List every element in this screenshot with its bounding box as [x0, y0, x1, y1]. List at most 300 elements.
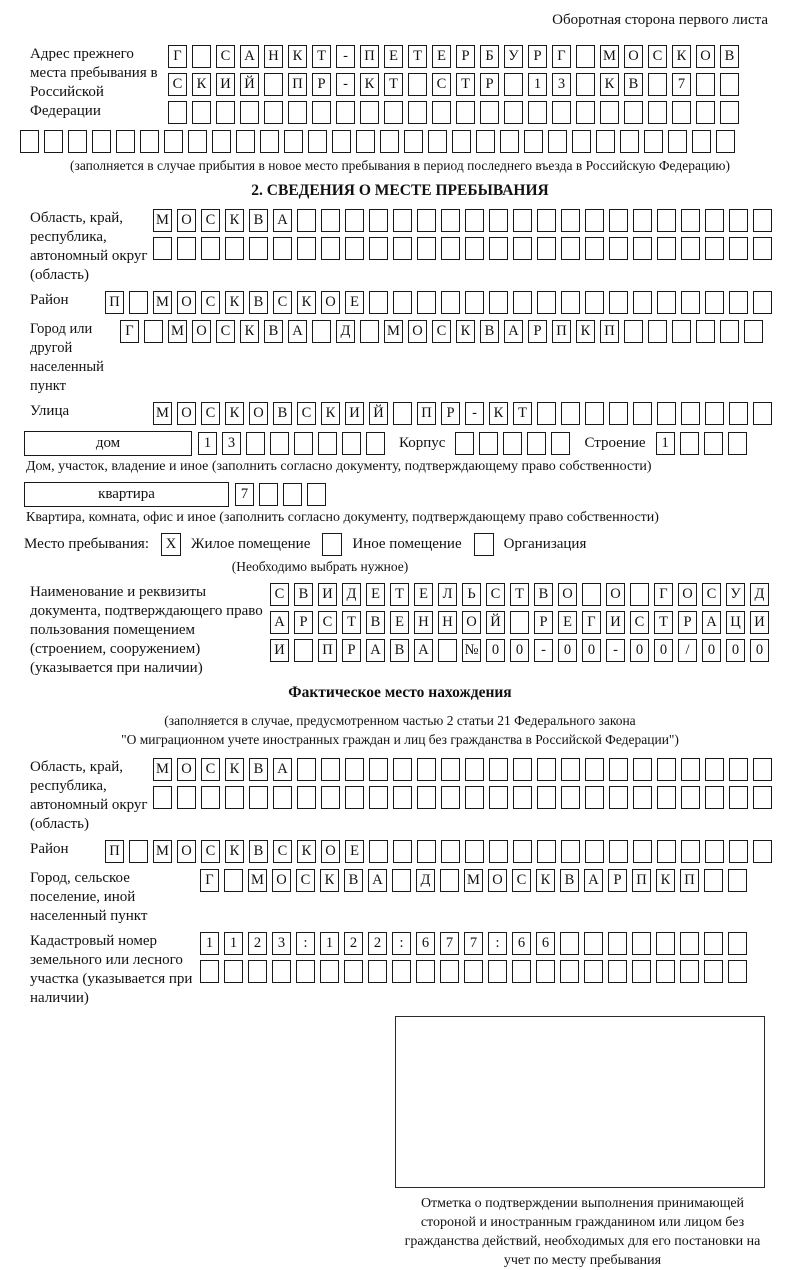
char-cell[interactable]: М: [153, 209, 172, 232]
char-cell[interactable]: [705, 402, 724, 425]
char-cell[interactable]: [164, 130, 183, 153]
char-cell[interactable]: Р: [294, 611, 313, 634]
char-cell[interactable]: [527, 432, 546, 455]
char-cell[interactable]: [417, 758, 436, 781]
char-cell[interactable]: [753, 840, 772, 863]
char-cell[interactable]: [630, 583, 649, 606]
char-cell[interactable]: [440, 960, 459, 983]
char-cell[interactable]: В: [249, 758, 268, 781]
char-cell[interactable]: [441, 237, 460, 260]
char-cell[interactable]: 6: [416, 932, 435, 955]
char-cell[interactable]: :: [488, 932, 507, 955]
char-cell[interactable]: Т: [384, 73, 403, 96]
char-cell[interactable]: [336, 101, 355, 124]
char-cell[interactable]: Д: [342, 583, 361, 606]
char-cell[interactable]: [705, 291, 724, 314]
char-cell[interactable]: [585, 209, 604, 232]
char-cell[interactable]: [68, 130, 87, 153]
char-cell[interactable]: О: [177, 291, 196, 314]
char-cell[interactable]: С: [201, 758, 220, 781]
char-cell[interactable]: [224, 869, 243, 892]
char-cell[interactable]: [294, 432, 313, 455]
char-cell[interactable]: А: [504, 320, 523, 343]
char-cell[interactable]: К: [489, 402, 508, 425]
char-cell[interactable]: С: [216, 320, 235, 343]
char-cell[interactable]: И: [270, 639, 289, 662]
char-cell[interactable]: [393, 786, 412, 809]
char-cell[interactable]: [307, 483, 326, 506]
char-cell[interactable]: В: [560, 869, 579, 892]
char-cell[interactable]: [585, 840, 604, 863]
char-cell[interactable]: К: [320, 869, 339, 892]
char-cell[interactable]: [192, 45, 211, 68]
char-cell[interactable]: 2: [344, 932, 363, 955]
char-cell[interactable]: [633, 758, 652, 781]
char-cell[interactable]: [441, 786, 460, 809]
char-cell[interactable]: К: [456, 320, 475, 343]
char-cell[interactable]: Р: [441, 402, 460, 425]
char-cell[interactable]: Й: [240, 73, 259, 96]
char-cell[interactable]: [680, 432, 699, 455]
char-cell[interactable]: Р: [456, 45, 475, 68]
char-cell[interactable]: Г: [552, 45, 571, 68]
char-cell[interactable]: К: [360, 73, 379, 96]
char-cell[interactable]: -: [606, 639, 625, 662]
char-cell[interactable]: 1: [200, 932, 219, 955]
char-cell[interactable]: [572, 130, 591, 153]
char-cell[interactable]: [609, 402, 628, 425]
char-cell[interactable]: [624, 320, 643, 343]
char-cell[interactable]: С: [702, 583, 721, 606]
char-cell[interactable]: [696, 101, 715, 124]
char-cell[interactable]: [438, 639, 457, 662]
char-cell[interactable]: П: [360, 45, 379, 68]
char-cell[interactable]: [537, 402, 556, 425]
char-cell[interactable]: 0: [486, 639, 505, 662]
char-cell[interactable]: [369, 758, 388, 781]
char-cell[interactable]: [465, 758, 484, 781]
char-cell[interactable]: [513, 291, 532, 314]
char-cell[interactable]: [620, 130, 639, 153]
char-cell[interactable]: Т: [312, 45, 331, 68]
char-cell[interactable]: [384, 101, 403, 124]
char-cell[interactable]: -: [534, 639, 553, 662]
char-cell[interactable]: [681, 840, 700, 863]
char-cell[interactable]: П: [105, 291, 124, 314]
char-cell[interactable]: [608, 932, 627, 955]
char-cell[interactable]: Е: [414, 583, 433, 606]
char-cell[interactable]: О: [192, 320, 211, 343]
char-cell[interactable]: [392, 960, 411, 983]
char-cell[interactable]: М: [153, 402, 172, 425]
char-cell[interactable]: К: [225, 402, 244, 425]
char-cell[interactable]: [249, 237, 268, 260]
char-cell[interactable]: С: [216, 45, 235, 68]
char-cell[interactable]: [240, 101, 259, 124]
char-cell[interactable]: [705, 840, 724, 863]
char-cell[interactable]: С: [486, 583, 505, 606]
char-cell[interactable]: [681, 402, 700, 425]
char-cell[interactable]: [296, 960, 315, 983]
char-cell[interactable]: 0: [582, 639, 601, 662]
char-cell[interactable]: :: [392, 932, 411, 955]
char-cell[interactable]: [465, 786, 484, 809]
char-cell[interactable]: [537, 209, 556, 232]
char-cell[interactable]: [537, 291, 556, 314]
char-cell[interactable]: [452, 130, 471, 153]
char-cell[interactable]: [368, 960, 387, 983]
char-cell[interactable]: Р: [678, 611, 697, 634]
char-cell[interactable]: [633, 402, 652, 425]
char-cell[interactable]: В: [249, 840, 268, 863]
char-cell[interactable]: [681, 237, 700, 260]
char-cell[interactable]: Г: [200, 869, 219, 892]
char-cell[interactable]: Й: [369, 402, 388, 425]
char-cell[interactable]: [609, 840, 628, 863]
char-cell[interactable]: В: [480, 320, 499, 343]
char-cell[interactable]: [537, 237, 556, 260]
char-cell[interactable]: В: [366, 611, 385, 634]
char-cell[interactable]: С: [201, 402, 220, 425]
char-cell[interactable]: [342, 432, 361, 455]
char-cell[interactable]: А: [702, 611, 721, 634]
char-cell[interactable]: К: [576, 320, 595, 343]
char-cell[interactable]: [696, 73, 715, 96]
char-cell[interactable]: 1: [198, 432, 217, 455]
char-cell[interactable]: [20, 130, 39, 153]
char-cell[interactable]: К: [600, 73, 619, 96]
char-cell[interactable]: [344, 960, 363, 983]
char-cell[interactable]: [260, 130, 279, 153]
char-cell[interactable]: [489, 209, 508, 232]
char-cell[interactable]: 0: [654, 639, 673, 662]
char-cell[interactable]: О: [177, 840, 196, 863]
char-cell[interactable]: 1: [320, 932, 339, 955]
char-cell[interactable]: [212, 130, 231, 153]
char-cell[interactable]: [729, 786, 748, 809]
char-cell[interactable]: К: [672, 45, 691, 68]
char-cell[interactable]: [656, 932, 675, 955]
char-cell[interactable]: [465, 840, 484, 863]
char-cell[interactable]: [456, 101, 475, 124]
char-cell[interactable]: Е: [558, 611, 577, 634]
char-cell[interactable]: С: [432, 320, 451, 343]
char-cell[interactable]: [656, 960, 675, 983]
char-cell[interactable]: :: [296, 932, 315, 955]
char-cell[interactable]: Т: [408, 45, 427, 68]
char-cell[interactable]: [264, 73, 283, 96]
char-cell[interactable]: 7: [464, 932, 483, 955]
char-cell[interactable]: 3: [222, 432, 241, 455]
char-cell[interactable]: Л: [438, 583, 457, 606]
char-cell[interactable]: 0: [750, 639, 769, 662]
char-cell[interactable]: [246, 432, 265, 455]
char-cell[interactable]: Е: [345, 291, 364, 314]
char-cell[interactable]: [648, 320, 667, 343]
char-cell[interactable]: Т: [342, 611, 361, 634]
char-cell[interactable]: Г: [120, 320, 139, 343]
char-cell[interactable]: М: [600, 45, 619, 68]
char-cell[interactable]: Т: [390, 583, 409, 606]
char-cell[interactable]: [288, 101, 307, 124]
char-cell[interactable]: [360, 101, 379, 124]
char-cell[interactable]: [720, 101, 739, 124]
char-cell[interactable]: [144, 320, 163, 343]
char-cell[interactable]: [500, 130, 519, 153]
char-cell[interactable]: [312, 320, 331, 343]
char-cell[interactable]: [513, 786, 532, 809]
char-cell[interactable]: П: [417, 402, 436, 425]
char-cell[interactable]: [624, 101, 643, 124]
char-cell[interactable]: [92, 130, 111, 153]
char-cell[interactable]: [177, 237, 196, 260]
char-cell[interactable]: 2: [248, 932, 267, 955]
char-cell[interactable]: [321, 786, 340, 809]
char-cell[interactable]: А: [273, 209, 292, 232]
char-cell[interactable]: В: [720, 45, 739, 68]
char-cell[interactable]: [393, 402, 412, 425]
char-cell[interactable]: [728, 960, 747, 983]
char-cell[interactable]: [345, 237, 364, 260]
char-cell[interactable]: 0: [558, 639, 577, 662]
char-cell[interactable]: У: [726, 583, 745, 606]
char-cell[interactable]: С: [270, 583, 289, 606]
char-cell[interactable]: [576, 101, 595, 124]
char-cell[interactable]: [345, 209, 364, 232]
char-cell[interactable]: [561, 209, 580, 232]
char-cell[interactable]: [188, 130, 207, 153]
char-cell[interactable]: [600, 101, 619, 124]
char-cell[interactable]: [369, 786, 388, 809]
char-cell[interactable]: [369, 291, 388, 314]
char-cell[interactable]: [489, 291, 508, 314]
char-cell[interactable]: 3: [552, 73, 571, 96]
char-cell[interactable]: В: [624, 73, 643, 96]
char-cell[interactable]: 3: [272, 932, 291, 955]
char-cell[interactable]: [668, 130, 687, 153]
char-cell[interactable]: М: [464, 869, 483, 892]
char-cell[interactable]: Г: [654, 583, 673, 606]
char-cell[interactable]: С: [297, 402, 316, 425]
char-cell[interactable]: [585, 402, 604, 425]
char-cell[interactable]: О: [606, 583, 625, 606]
char-cell[interactable]: [455, 432, 474, 455]
char-cell[interactable]: В: [344, 869, 363, 892]
char-cell[interactable]: [561, 291, 580, 314]
char-cell[interactable]: [560, 960, 579, 983]
char-cell[interactable]: [633, 209, 652, 232]
char-cell[interactable]: Г: [168, 45, 187, 68]
char-cell[interactable]: Р: [342, 639, 361, 662]
char-cell[interactable]: И: [606, 611, 625, 634]
char-cell[interactable]: [729, 402, 748, 425]
char-cell[interactable]: Р: [534, 611, 553, 634]
char-cell[interactable]: [705, 758, 724, 781]
char-cell[interactable]: О: [321, 840, 340, 863]
char-cell[interactable]: [753, 402, 772, 425]
char-cell[interactable]: К: [240, 320, 259, 343]
char-cell[interactable]: С: [201, 209, 220, 232]
char-cell[interactable]: О: [177, 209, 196, 232]
char-cell[interactable]: С: [630, 611, 649, 634]
char-cell[interactable]: [657, 840, 676, 863]
char-cell[interactable]: К: [225, 758, 244, 781]
char-cell[interactable]: [321, 209, 340, 232]
char-cell[interactable]: [728, 869, 747, 892]
char-cell[interactable]: Н: [438, 611, 457, 634]
char-cell[interactable]: П: [632, 869, 651, 892]
char-cell[interactable]: [633, 291, 652, 314]
char-cell[interactable]: [609, 237, 628, 260]
char-cell[interactable]: [537, 758, 556, 781]
char-cell[interactable]: [321, 758, 340, 781]
char-cell[interactable]: [200, 960, 219, 983]
char-cell[interactable]: [417, 291, 436, 314]
char-cell[interactable]: [369, 237, 388, 260]
char-cell[interactable]: [536, 960, 555, 983]
char-cell[interactable]: С: [296, 869, 315, 892]
char-cell[interactable]: А: [240, 45, 259, 68]
char-cell[interactable]: [489, 786, 508, 809]
char-cell[interactable]: [273, 237, 292, 260]
char-cell[interactable]: [528, 101, 547, 124]
char-cell[interactable]: [417, 840, 436, 863]
char-cell[interactable]: И: [750, 611, 769, 634]
char-cell[interactable]: В: [534, 583, 553, 606]
char-cell[interactable]: К: [288, 45, 307, 68]
char-cell[interactable]: С: [648, 45, 667, 68]
char-cell[interactable]: [320, 960, 339, 983]
char-cell[interactable]: [153, 237, 172, 260]
char-cell[interactable]: [561, 237, 580, 260]
char-cell[interactable]: П: [552, 320, 571, 343]
char-cell[interactable]: Д: [416, 869, 435, 892]
char-cell[interactable]: К: [656, 869, 675, 892]
char-cell[interactable]: [479, 432, 498, 455]
char-cell[interactable]: [681, 758, 700, 781]
char-cell[interactable]: [294, 639, 313, 662]
char-cell[interactable]: П: [288, 73, 307, 96]
checkbox-organizatsiya[interactable]: [474, 533, 494, 556]
char-cell[interactable]: [681, 209, 700, 232]
char-cell[interactable]: [672, 101, 691, 124]
char-cell[interactable]: [416, 960, 435, 983]
char-cell[interactable]: П: [600, 320, 619, 343]
char-cell[interactable]: М: [153, 291, 172, 314]
char-cell[interactable]: В: [390, 639, 409, 662]
char-cell[interactable]: 6: [512, 932, 531, 955]
char-cell[interactable]: В: [294, 583, 313, 606]
char-cell[interactable]: 7: [672, 73, 691, 96]
char-cell[interactable]: О: [408, 320, 427, 343]
char-cell[interactable]: 1: [528, 73, 547, 96]
char-cell[interactable]: [728, 932, 747, 955]
char-cell[interactable]: Е: [390, 611, 409, 634]
char-cell[interactable]: 6: [536, 932, 555, 955]
char-cell[interactable]: Т: [510, 583, 529, 606]
char-cell[interactable]: М: [153, 758, 172, 781]
char-cell[interactable]: -: [336, 73, 355, 96]
char-cell[interactable]: [168, 101, 187, 124]
char-cell[interactable]: [644, 130, 663, 153]
char-cell[interactable]: [648, 73, 667, 96]
char-cell[interactable]: [696, 320, 715, 343]
char-cell[interactable]: [345, 758, 364, 781]
char-cell[interactable]: [704, 869, 723, 892]
char-cell[interactable]: /: [678, 639, 697, 662]
char-cell[interactable]: [503, 432, 522, 455]
char-cell[interactable]: [524, 130, 543, 153]
char-cell[interactable]: [504, 73, 523, 96]
char-cell[interactable]: [704, 960, 723, 983]
char-cell[interactable]: О: [249, 402, 268, 425]
char-cell[interactable]: Т: [513, 402, 532, 425]
char-cell[interactable]: С: [318, 611, 337, 634]
char-cell[interactable]: [408, 73, 427, 96]
char-cell[interactable]: [129, 840, 148, 863]
char-cell[interactable]: [270, 432, 289, 455]
char-cell[interactable]: [308, 130, 327, 153]
char-cell[interactable]: [681, 291, 700, 314]
char-cell[interactable]: А: [584, 869, 603, 892]
char-cell[interactable]: [657, 291, 676, 314]
char-cell[interactable]: [513, 840, 532, 863]
char-cell[interactable]: Б: [480, 45, 499, 68]
char-cell[interactable]: М: [248, 869, 267, 892]
char-cell[interactable]: [513, 758, 532, 781]
char-cell[interactable]: М: [153, 840, 172, 863]
char-cell[interactable]: [657, 209, 676, 232]
char-cell[interactable]: [488, 960, 507, 983]
char-cell[interactable]: [657, 758, 676, 781]
char-cell[interactable]: [380, 130, 399, 153]
char-cell[interactable]: Д: [336, 320, 355, 343]
char-cell[interactable]: Р: [528, 320, 547, 343]
char-cell[interactable]: [582, 583, 601, 606]
char-cell[interactable]: А: [288, 320, 307, 343]
char-cell[interactable]: [440, 869, 459, 892]
char-cell[interactable]: П: [105, 840, 124, 863]
char-cell[interactable]: [417, 237, 436, 260]
char-cell[interactable]: О: [272, 869, 291, 892]
char-cell[interactable]: 1: [656, 432, 675, 455]
char-cell[interactable]: Р: [480, 73, 499, 96]
char-cell[interactable]: [753, 209, 772, 232]
char-cell[interactable]: [116, 130, 135, 153]
char-cell[interactable]: [417, 786, 436, 809]
char-cell[interactable]: Т: [456, 73, 475, 96]
char-cell[interactable]: О: [321, 291, 340, 314]
char-cell[interactable]: [393, 237, 412, 260]
char-cell[interactable]: В: [264, 320, 283, 343]
char-cell[interactable]: С: [432, 73, 451, 96]
char-cell[interactable]: [704, 432, 723, 455]
char-cell[interactable]: [510, 611, 529, 634]
char-cell[interactable]: О: [488, 869, 507, 892]
char-cell[interactable]: [728, 432, 747, 455]
checkbox-inoe-pomeshchenie[interactable]: [322, 533, 342, 556]
char-cell[interactable]: Е: [366, 583, 385, 606]
char-cell[interactable]: С: [273, 840, 292, 863]
char-cell[interactable]: [551, 432, 570, 455]
char-cell[interactable]: А: [273, 758, 292, 781]
char-cell[interactable]: Е: [384, 45, 403, 68]
char-cell[interactable]: В: [249, 291, 268, 314]
char-cell[interactable]: -: [465, 402, 484, 425]
char-cell[interactable]: [729, 840, 748, 863]
char-cell[interactable]: [393, 758, 412, 781]
char-cell[interactable]: Т: [654, 611, 673, 634]
